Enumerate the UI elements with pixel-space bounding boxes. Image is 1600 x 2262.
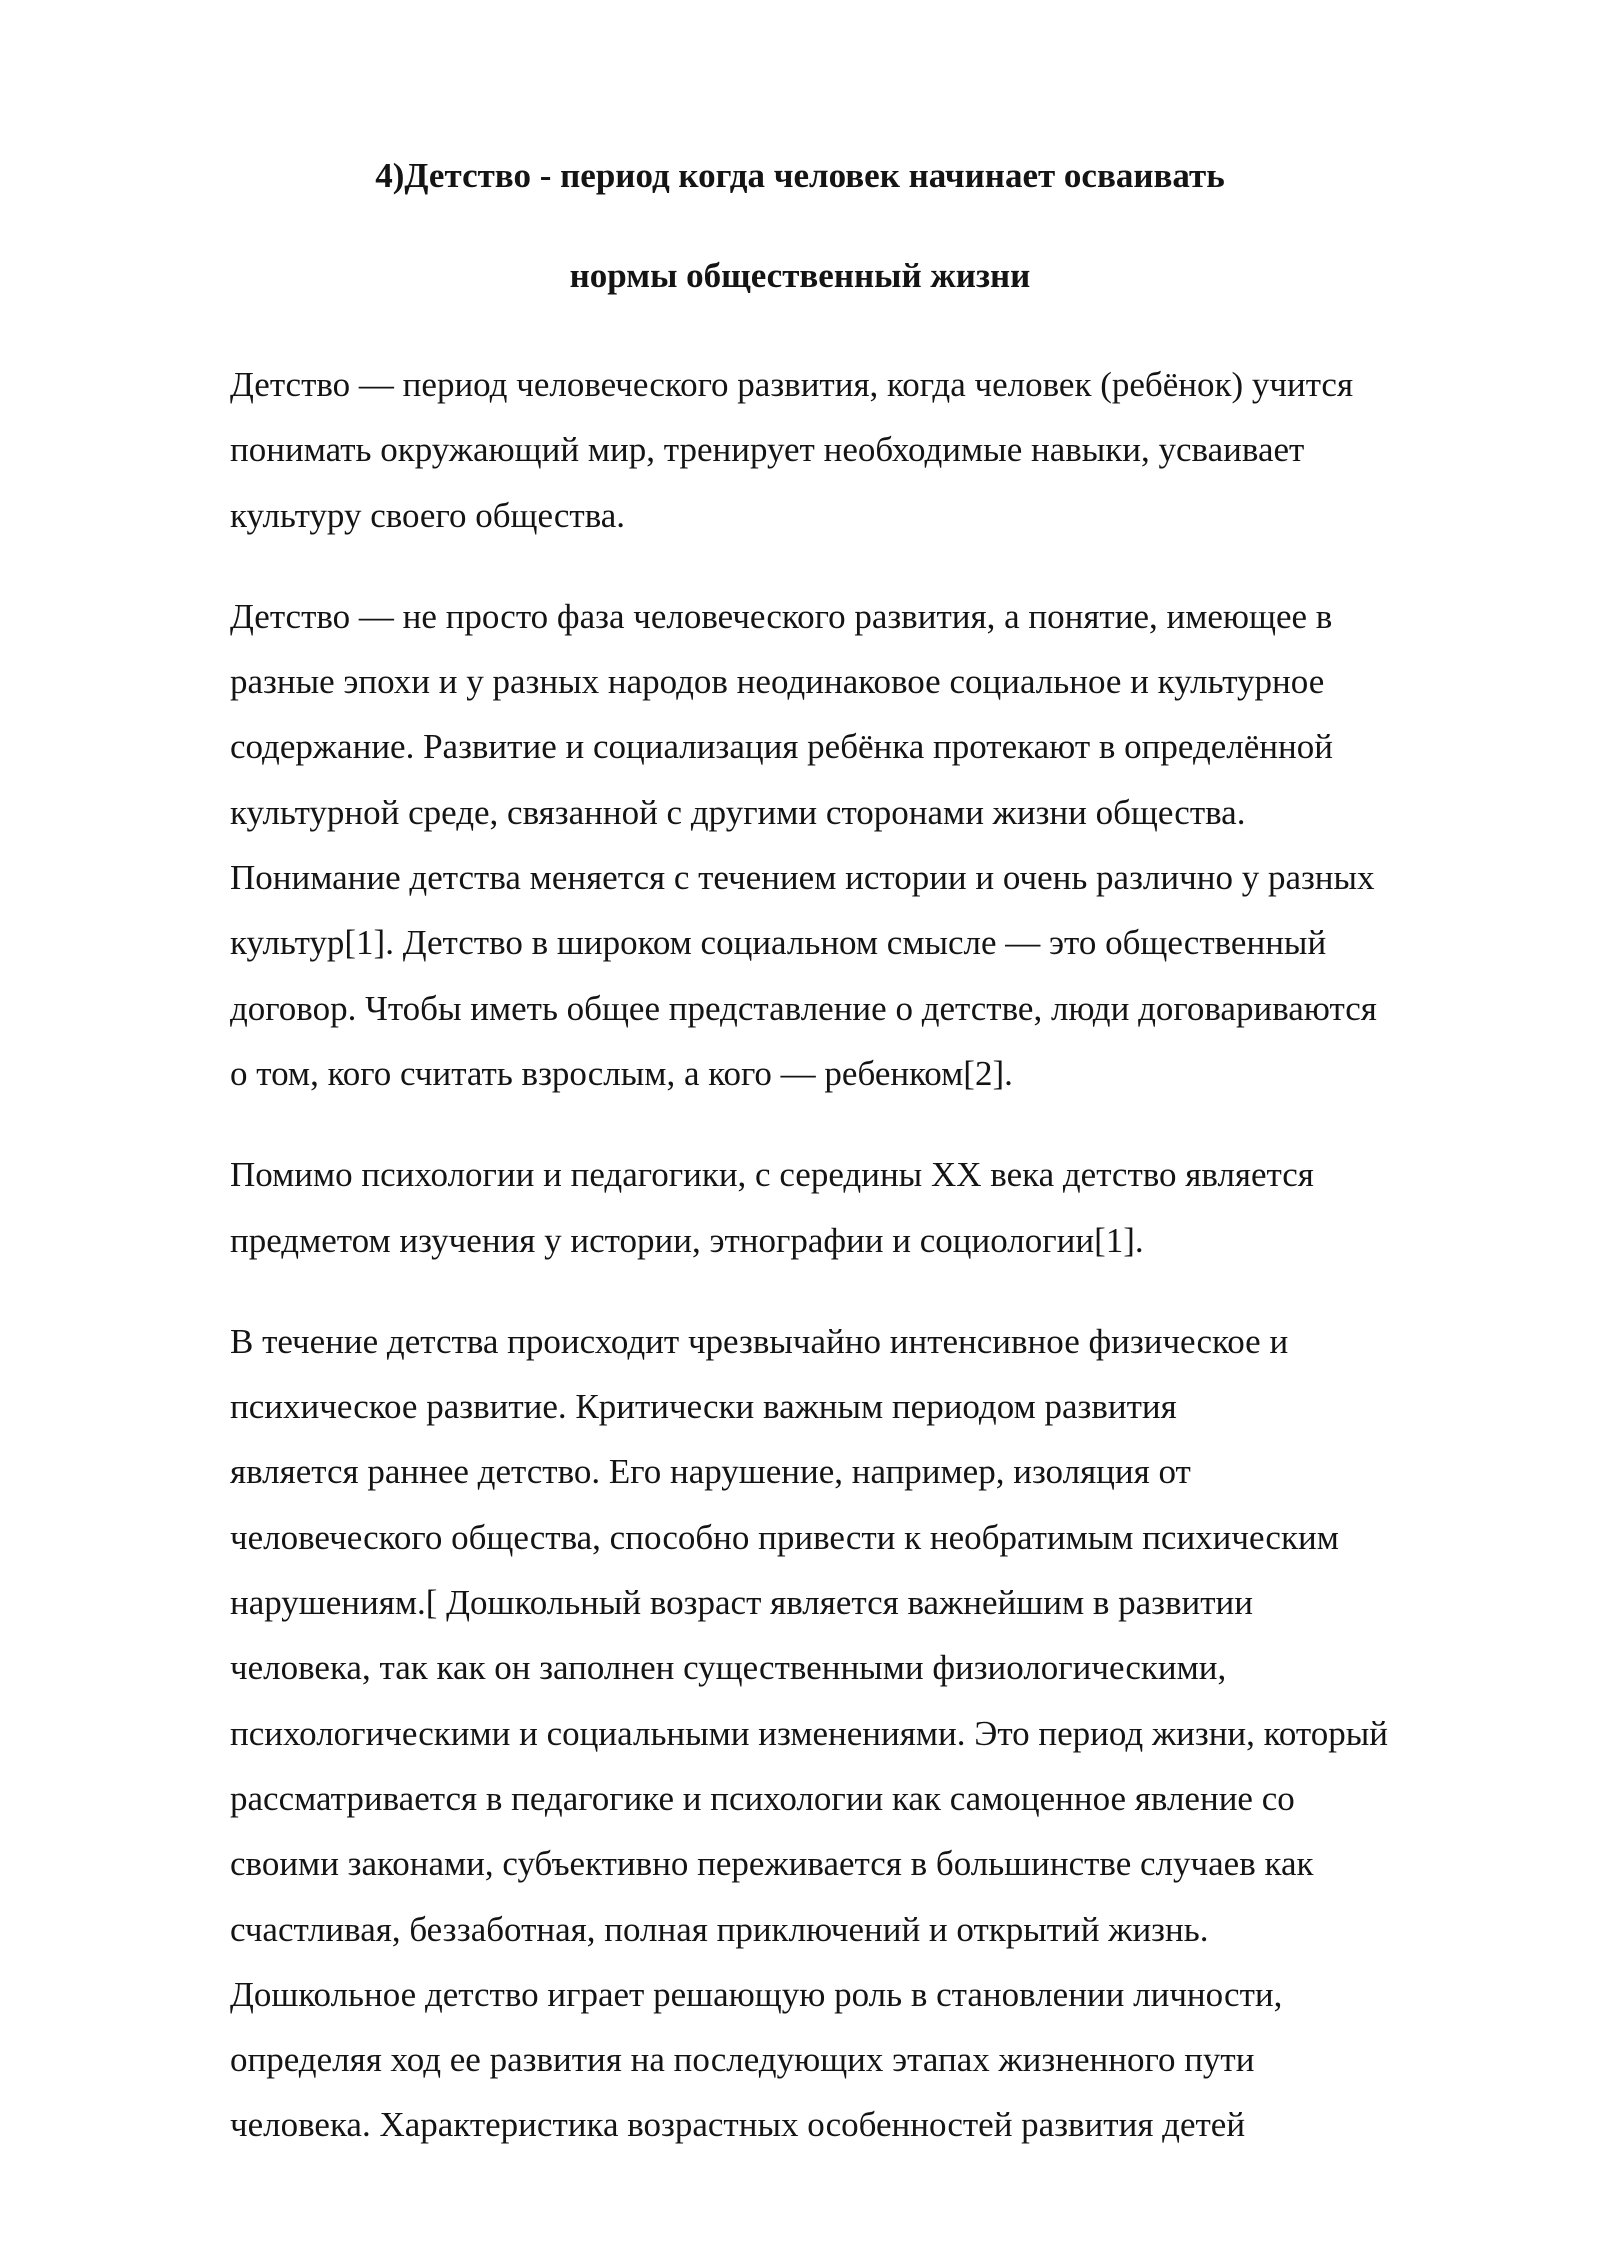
text-line: рассматривается в педагогике и психологии как самоценное явление со — [230, 1778, 1295, 1818]
text-line: предметом изучения у истории, этнографии и социологии[1]. — [230, 1220, 1144, 1260]
text-line: Детство — не просто фаза человеческого развития, а понятие, имеющее в — [230, 596, 1333, 636]
paragraph-1 — [230, 352, 1510, 548]
paragraph-2 — [230, 584, 1510, 1106]
text-line: культур[1]. Детство в широком социальном смысле — это общественный — [230, 923, 1327, 963]
text-line: о том, кого считать взрослым, а кого — ребенком[2]. — [230, 1053, 1013, 1093]
document-title-line-2: нормы общественный жизни — [569, 256, 1031, 295]
text-line: договор. Чтобы иметь общее представление о детстве, люди договариваются — [230, 988, 1377, 1028]
paragraph-3 — [230, 1142, 1510, 1273]
text-line: Помимо психологии и педагогики, с середины XX века детство является — [230, 1155, 1314, 1195]
text-line: человека, так как он заполнен существенными физиологическими, — [230, 1648, 1227, 1688]
text-line: В течение детства происходит чрезвычайно интенсивное физическое и — [230, 1321, 1289, 1361]
paragraph-4 — [230, 1309, 1510, 2158]
text-line: нарушениям.[ Дошкольный возраст является важнейшим в развитии — [230, 1583, 1253, 1623]
text-line: культуру своего общества. — [230, 495, 626, 535]
text-line: психическое развитие. Критически важным периодом развития — [230, 1387, 1177, 1427]
document-body — [230, 352, 1510, 2194]
text-line: человека. Характеристика возрастных особенностей развития детей — [230, 2105, 1246, 2145]
text-line: Понимание детства меняется с течением истории и очень различно у разных — [230, 858, 1375, 898]
text-line: счастливая, беззаботная, полная приключений и открытий жизнь. — [230, 1909, 1209, 1949]
text-line: содержание. Развитие и социализация ребёнка протекают в определённой — [230, 727, 1333, 767]
text-line: определяя ход ее развития на последующих этапах жизненного пути — [230, 2040, 1255, 2080]
text-line: Дошкольное детство играет решающую роль в становлении личности, — [230, 1974, 1283, 2014]
text-line: разные эпохи и у разных народов неодинаковое социальное и культурное — [230, 662, 1325, 702]
text-line: психологическими и социальными изменениями. Это период жизни, который — [230, 1713, 1389, 1753]
text-line: является раннее детство. Его нарушение, например, изоляция от — [230, 1452, 1191, 1492]
text-line: Детство — период человеческого развития, когда человек (ребёнок) учится — [230, 365, 1354, 404]
text-line: своими законами, субъективно переживается в большинстве случаев как — [230, 1844, 1314, 1884]
text-line: человеческого общества, способно привести к необратимым психическим — [230, 1517, 1339, 1557]
document-title-line-1: 4)Детство - период когда человек начинает осваивать — [375, 156, 1225, 195]
text-line: культурной среде, связанной с другими сторонами жизни общества. — [230, 792, 1246, 832]
text-line: понимать окружающий мир, тренирует необходимые навыки, усваивает — [230, 430, 1305, 470]
